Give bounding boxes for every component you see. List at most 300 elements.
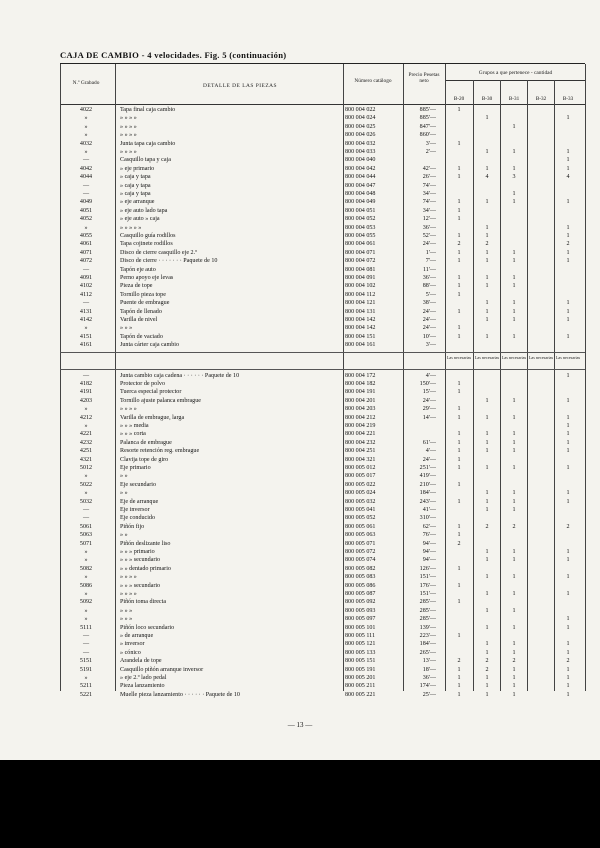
part-description: Clavija tope de giro <box>120 456 169 463</box>
table-row <box>0 573 600 581</box>
group-quantity: 1 <box>566 490 570 497</box>
group-quantity: 1 <box>457 140 461 147</box>
ref-number: 4221 <box>79 431 93 438</box>
group-quantity: 1 <box>457 582 461 589</box>
group-quantity: 2 <box>485 658 489 665</box>
table-row <box>0 607 600 615</box>
table-row <box>0 632 600 640</box>
net-price: 223'— <box>419 633 436 639</box>
table-row <box>0 523 600 531</box>
group-quantity: 1 <box>457 216 461 223</box>
catalog-number: 800 005 191 <box>345 666 376 673</box>
table-row <box>0 414 600 422</box>
part-description: Tapón de llenado <box>120 308 162 315</box>
part-description: » » » secundario <box>120 557 161 564</box>
group-quantity: 1 <box>485 448 489 455</box>
group-quantity: 1 <box>566 439 570 446</box>
group-quantity: 1 <box>485 149 489 155</box>
group-quantity: 1 <box>512 258 516 265</box>
catalog-number: 800 005 086 <box>345 582 376 589</box>
catalog-number: 800 005 101 <box>345 624 376 631</box>
catalog-number: 800 005 074 <box>345 557 376 564</box>
net-price: 285'— <box>419 599 436 606</box>
net-price: 61'— <box>422 439 436 446</box>
table-row <box>0 565 600 573</box>
group-quantity: 1 <box>485 199 489 206</box>
group-quantity: 1 <box>485 165 489 172</box>
ref-number: — <box>82 266 90 273</box>
part-description: » eje 2.º lado pedal <box>120 675 167 681</box>
part-description: Protector de polvo <box>120 381 166 387</box>
net-price: 42'— <box>422 165 436 172</box>
part-description: Junta tapa caja cambio <box>120 140 176 147</box>
group-quantity: 1 <box>485 649 489 656</box>
catalog-number: 800 004 232 <box>345 439 376 446</box>
group-quantity: 1 <box>485 275 489 281</box>
table-row <box>0 640 600 648</box>
part-description: Tapa cojinete rodillos <box>120 241 173 248</box>
net-price: 94'— <box>422 557 436 564</box>
group-quantity: 1 <box>566 675 570 681</box>
table-row <box>0 405 600 413</box>
table-row <box>0 324 600 332</box>
ref-number: 4251 <box>79 448 93 455</box>
group-quantity: 1 <box>457 275 461 281</box>
group-quantity: 2 <box>512 523 516 530</box>
table-row <box>0 148 600 156</box>
group-quantity: 1 <box>512 641 516 648</box>
group-quantity: 1 <box>485 574 489 581</box>
catalog-number: 800 004 071 <box>345 249 376 256</box>
group-subheader: Las necesarias <box>555 354 581 360</box>
group-quantity: 1 <box>566 397 570 404</box>
net-price: 52'— <box>422 233 436 239</box>
group-quantity: 1 <box>485 233 489 239</box>
group-quantity: 1 <box>485 691 489 698</box>
group-quantity: 1 <box>457 258 461 265</box>
ref-number: » <box>84 607 88 614</box>
catalog-number: 800 004 121 <box>345 300 376 307</box>
table-row <box>0 333 600 341</box>
table-row <box>0 380 600 388</box>
ref-number: 4161 <box>79 342 93 349</box>
catalog-number: 800 004 042 <box>345 165 376 172</box>
table-row <box>0 257 600 265</box>
catalog-number: 800 004 102 <box>345 283 376 290</box>
table-row <box>0 514 600 522</box>
part-description: » eje auto lado tapa <box>120 207 168 214</box>
group-quantity: 1 <box>512 123 516 130</box>
part-description: Eje secundario <box>120 481 157 488</box>
group-quantity: 1 <box>566 666 570 673</box>
group-quantity: 1 <box>512 448 516 455</box>
catalog-number: 800 004 321 <box>345 456 376 463</box>
part-description: Disco de cierre casquillo eje 2.º <box>120 249 198 256</box>
catalog-number: 800 004 055 <box>345 233 376 239</box>
group-quantity: 1 <box>485 224 489 231</box>
catalog-number: 800 005 221 <box>345 691 376 698</box>
table-row <box>0 190 600 198</box>
part-description: » » » secundario <box>120 582 161 589</box>
ref-number: — <box>82 649 90 656</box>
part-description: Disco de cierre · · · · · · · Paquete de 10 <box>120 258 218 265</box>
part-description: » » » <box>120 607 133 614</box>
group-quantity: 2 <box>457 241 461 248</box>
ref-number: » <box>84 574 88 581</box>
net-price: 94'— <box>422 540 436 547</box>
group-quantity: 1 <box>485 490 489 497</box>
part-description: Eje inversor <box>120 507 150 513</box>
ref-number: 5082 <box>79 565 93 572</box>
table-row <box>0 341 600 349</box>
part-description: » caja y tapa <box>120 174 151 181</box>
ref-number: 4022 <box>79 107 93 113</box>
table-row <box>0 140 600 148</box>
group-quantity: 1 <box>457 599 461 606</box>
table-row <box>0 388 600 396</box>
ref-number: 4321 <box>79 456 93 463</box>
group-quantity: 1 <box>485 258 489 265</box>
group-quantity: 1 <box>457 523 461 530</box>
ref-number: » <box>84 616 88 623</box>
group-quantity: 1 <box>566 249 570 256</box>
catalog-number: 800 005 121 <box>345 641 376 648</box>
catalog-number: 800 005 041 <box>345 507 376 513</box>
group-quantity: 1 <box>512 199 516 206</box>
ref-number: — <box>82 300 90 307</box>
part-description: Pieza lanzamiento <box>120 683 165 690</box>
table-row <box>0 372 600 380</box>
part-description: » » » » <box>120 132 137 139</box>
catalog-number: 800 005 024 <box>345 490 376 497</box>
group-quantity: 1 <box>457 107 461 113</box>
group-quantity: 1 <box>512 607 516 614</box>
group-quantity: 1 <box>566 224 570 231</box>
net-price: 36'— <box>422 675 436 681</box>
catalog-number: 800 005 111 <box>345 633 376 639</box>
net-price: 4'— <box>425 448 436 455</box>
part-description: » » » » » <box>120 224 142 231</box>
table-row <box>0 666 600 674</box>
part-description: » » » primario <box>120 549 155 555</box>
group-subheader: Las necesarias <box>528 354 554 360</box>
group-quantity: 1 <box>512 490 516 497</box>
catalog-number: 800 005 201 <box>345 675 376 681</box>
catalog-number: 800 004 151 <box>345 333 376 340</box>
net-price: 41'— <box>422 507 436 513</box>
net-price: 885'— <box>419 107 436 113</box>
table-row <box>0 548 600 556</box>
table-row <box>0 207 600 215</box>
part-description: » » dentado primario <box>120 565 171 572</box>
part-description: Perno apoyo eje levas <box>120 275 174 281</box>
catalog-number: 800 004 142 <box>345 317 376 323</box>
net-price: 139'— <box>419 624 436 631</box>
table-row <box>0 131 600 139</box>
table-row <box>0 582 600 590</box>
group-quantity: 2 <box>485 241 489 248</box>
table-row <box>0 123 600 131</box>
ref-number: 4032 <box>79 140 93 147</box>
table-row <box>0 182 600 190</box>
part-description: » eje auto » caja <box>120 216 160 223</box>
group-quantity: 2 <box>566 523 570 530</box>
ref-number: 5086 <box>79 582 93 589</box>
net-price: 2'— <box>425 149 436 155</box>
part-description: » » <box>120 473 128 480</box>
table-row <box>0 531 600 539</box>
net-price: 150'— <box>419 381 436 387</box>
group-quantity: 2 <box>485 666 489 673</box>
group-quantity: 1 <box>512 249 516 256</box>
group-quantity: 1 <box>512 683 516 690</box>
group-quantity: 4 <box>566 174 570 181</box>
group-quantity: 1 <box>457 675 461 681</box>
part-description: Tornillo ajuste palanca embrague <box>120 397 201 404</box>
catalog-number: 800 004 221 <box>345 431 376 438</box>
group-quantity: 1 <box>512 414 516 421</box>
group-quantity: 1 <box>457 439 461 446</box>
group-quantity: 1 <box>512 649 516 656</box>
ref-number: » <box>84 557 88 564</box>
header-rule <box>60 63 585 64</box>
net-price: 18'— <box>422 666 436 673</box>
catalog-number: 800 005 032 <box>345 498 376 505</box>
group-quantity: 1 <box>457 414 461 421</box>
part-description: Tapón eje auto <box>120 266 156 273</box>
ref-number: 5022 <box>79 481 93 488</box>
part-description: Muelle pieza lanzamiento · · · · · · Paquete de 10 <box>120 691 240 698</box>
group-quantity: 1 <box>457 325 461 332</box>
part-description: Pieza de tope <box>120 283 153 290</box>
ref-number: 5063 <box>79 532 93 539</box>
group-quantity: 1 <box>457 291 461 298</box>
group-quantity: 1 <box>485 308 489 315</box>
group-quantity: 1 <box>512 498 516 505</box>
table-row <box>0 506 600 514</box>
group-quantity: 1 <box>566 498 570 505</box>
ref-number: » <box>84 591 88 597</box>
ref-number: » <box>84 149 88 155</box>
catalog-number: 800 005 151 <box>345 658 376 665</box>
ref-number: » <box>84 675 88 681</box>
part-description: » » » » <box>120 591 137 597</box>
part-description: Eje conducido <box>120 515 156 522</box>
table-row <box>0 598 600 606</box>
net-price: 174'— <box>419 683 436 690</box>
catalog-number: 800 004 182 <box>345 381 376 387</box>
net-price: 3'— <box>425 140 436 147</box>
group-quantity: 1 <box>566 317 570 323</box>
net-price: 184'— <box>419 490 436 497</box>
group-quantity: 1 <box>512 191 516 197</box>
net-price: 5'— <box>425 291 436 298</box>
table-row <box>0 447 600 455</box>
part-description: » » » » <box>120 149 137 155</box>
group-quantity: 1 <box>457 431 461 438</box>
group-header-rule <box>446 80 585 81</box>
ref-number: — <box>82 372 90 379</box>
group-quantity: 1 <box>512 591 516 597</box>
ref-number: 4061 <box>79 241 93 248</box>
part-description: » caja y tapa <box>120 191 151 197</box>
group-subheader: Las necesarias <box>446 354 472 360</box>
net-price: 24'— <box>422 308 436 315</box>
group-quantity: 1 <box>512 431 516 438</box>
group-col-b33: B-33 <box>562 96 574 102</box>
catalog-number: 800 004 203 <box>345 406 376 413</box>
group-quantity: 1 <box>512 165 516 172</box>
catalog-number: 800 004 047 <box>345 182 376 189</box>
group-quantity: 2 <box>457 658 461 665</box>
part-description: Piñón toma directa <box>120 599 167 606</box>
catalog-number: 800 004 219 <box>345 423 376 429</box>
group-quantity: 1 <box>512 574 516 581</box>
catalog-number: 800 004 048 <box>345 191 376 197</box>
ref-number: 4131 <box>79 308 93 315</box>
net-price: 151'— <box>419 574 436 581</box>
group-quantity: 1 <box>457 633 461 639</box>
table-row <box>0 624 600 632</box>
group-quantity: 1 <box>485 549 489 555</box>
net-price: 285'— <box>419 616 436 623</box>
table-row <box>0 422 600 430</box>
part-description: » » » » <box>120 115 137 122</box>
group-quantity: 1 <box>457 532 461 539</box>
group-subheader: Las necesarias <box>501 354 527 360</box>
group-quantity: 1 <box>485 591 489 597</box>
group-quantity: 1 <box>485 249 489 256</box>
net-price: 847'— <box>419 123 436 130</box>
group-quantity: 1 <box>566 641 570 648</box>
net-price: 34'— <box>422 191 436 197</box>
net-price: 14'— <box>422 414 436 421</box>
ref-number: 4203 <box>79 397 93 404</box>
net-price: 4'— <box>425 372 436 379</box>
table-row <box>0 274 600 282</box>
part-description: » » <box>120 490 128 497</box>
ref-number: — <box>82 515 90 522</box>
table-row <box>0 106 600 114</box>
ref-number: 4191 <box>79 389 93 396</box>
net-price: 24'— <box>422 397 436 404</box>
part-description: » » » <box>120 325 133 332</box>
net-price: 251'— <box>419 465 436 471</box>
net-price: 74'— <box>422 182 436 189</box>
price-header: Precio Pesetas neto <box>408 72 440 85</box>
part-description: » de arranque <box>120 633 154 639</box>
group-quantity: 1 <box>485 641 489 648</box>
part-description: Resorte retención reg. embrague <box>120 448 200 455</box>
catalog-number: 800 004 053 <box>345 224 376 231</box>
net-price: 15'— <box>422 389 436 396</box>
group-quantity: 1 <box>566 591 570 597</box>
catalog-number: 800 004 033 <box>345 149 376 155</box>
ref-number: — <box>82 641 90 648</box>
group-quantity: 1 <box>485 431 489 438</box>
group-quantity: 1 <box>485 683 489 690</box>
group-quantity: 1 <box>457 406 461 413</box>
table-row <box>0 657 600 665</box>
table-row <box>0 682 600 690</box>
group-quantity: 1 <box>566 691 570 698</box>
part-description: » cónico <box>120 649 141 656</box>
part-description: Piñón loco secundario <box>120 624 175 631</box>
net-price: 419'— <box>419 473 436 480</box>
part-description: Tapa final caja cambio <box>120 107 176 113</box>
group-quantity: 1 <box>457 481 461 488</box>
catalog-number: 800 004 081 <box>345 266 376 273</box>
part-description: » » » media <box>120 423 149 429</box>
ref-number: 5092 <box>79 599 93 606</box>
part-description: Varilla de nivel <box>120 317 158 323</box>
group-quantity: 2 <box>566 241 570 248</box>
catalog-number: 800 005 061 <box>345 523 376 530</box>
catalog-number: 800 004 051 <box>345 207 376 214</box>
net-price: 210'— <box>419 481 436 488</box>
group-quantity: 1 <box>512 397 516 404</box>
group-quantity: 1 <box>485 624 489 631</box>
ref-number: 4049 <box>79 199 93 206</box>
table-row <box>0 266 600 274</box>
ref-number: 5071 <box>79 540 93 547</box>
group-quantity: 1 <box>485 465 489 471</box>
net-price: 24'— <box>422 325 436 332</box>
ref-number: 5221 <box>79 691 93 698</box>
net-price: 184'— <box>419 641 436 648</box>
group-quantity: 1 <box>457 666 461 673</box>
table-row <box>0 232 600 240</box>
catalog-number: 800 005 022 <box>345 481 376 488</box>
table-row <box>0 156 600 164</box>
group-quantity: 1 <box>566 557 570 564</box>
net-price: 38'— <box>422 300 436 307</box>
catalog-number: 800 004 131 <box>345 308 376 315</box>
part-description: Palanca de embrague <box>120 439 172 446</box>
group-subheader: Las necesarias <box>474 354 500 360</box>
ref-number: » <box>84 490 88 497</box>
group-quantity: 1 <box>566 199 570 206</box>
part-description: Casquillo guía rodillos <box>120 233 176 239</box>
table-row <box>0 224 600 232</box>
group-quantity: 1 <box>512 308 516 315</box>
net-price: 25'— <box>422 691 436 698</box>
group-quantity: 1 <box>566 157 570 164</box>
group-quantity: 1 <box>457 249 461 256</box>
table-row <box>0 291 600 299</box>
group-quantity: 2 <box>485 523 489 530</box>
part-description: » » » » <box>120 406 137 413</box>
group-quantity: 1 <box>512 691 516 698</box>
group-quantity: 1 <box>485 300 489 307</box>
group-quantity: 1 <box>512 675 516 681</box>
table-row <box>0 439 600 447</box>
table-row <box>0 691 600 699</box>
catalog-number: 800 005 082 <box>345 565 376 572</box>
group-quantity: 1 <box>457 456 461 463</box>
catalog-number: 800 005 072 <box>345 549 376 555</box>
group-quantity: 1 <box>485 397 489 404</box>
net-price: 24'— <box>422 241 436 248</box>
group-quantity: 1 <box>457 465 461 471</box>
group-quantity: 1 <box>566 165 570 172</box>
net-price: 13'— <box>422 658 436 665</box>
ref-number: — <box>82 157 90 164</box>
table-row <box>0 215 600 223</box>
group-quantity: 1 <box>512 283 516 290</box>
group-quantity: 1 <box>457 199 461 206</box>
ref-number: 4212 <box>79 414 93 421</box>
